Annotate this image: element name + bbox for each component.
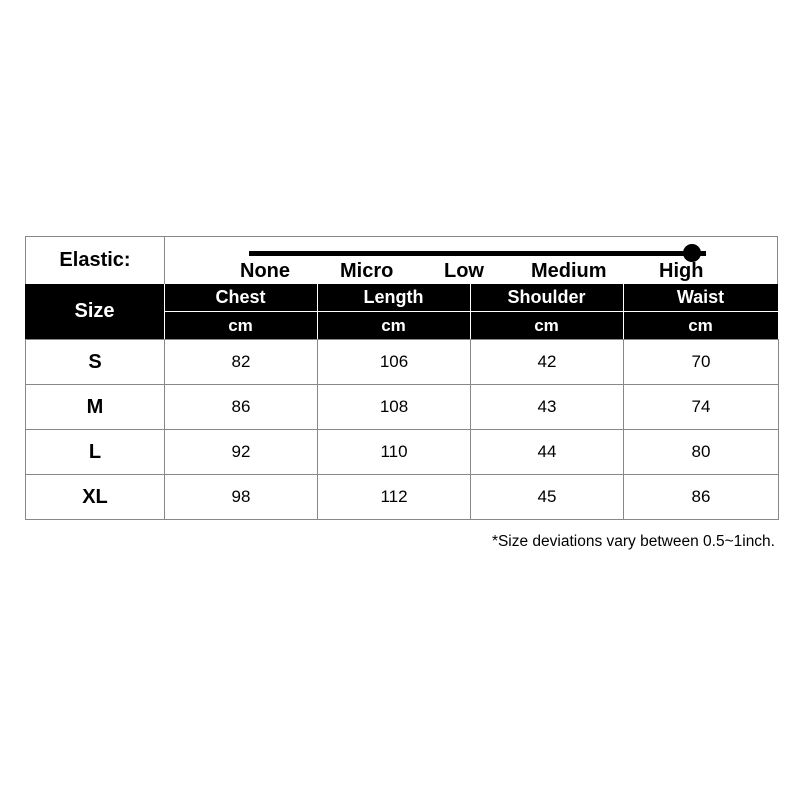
column-unit-waist: cm	[688, 315, 713, 335]
size-cell: S	[26, 340, 165, 385]
column-header-length: Length	[363, 287, 424, 307]
column-unit-length: cm	[381, 315, 406, 335]
length-cell: 106	[318, 340, 471, 385]
column-unit-shoulder: cm	[534, 315, 559, 335]
elastic-level-high: High	[659, 260, 704, 282]
column-header-shoulder: Shoulder	[507, 287, 586, 307]
chest-cell: 98	[165, 475, 318, 520]
length-cell: 108	[318, 385, 471, 430]
column-unit-chest: cm	[228, 315, 253, 335]
size-cell: L	[26, 430, 165, 475]
size-cell: M	[26, 385, 165, 430]
elastic-level-low: Low	[444, 260, 484, 282]
table-row	[26, 475, 779, 520]
length-cell: 110	[318, 430, 471, 475]
waist-cell: 70	[624, 340, 779, 385]
size-header: Size	[74, 300, 115, 322]
shoulder-cell: 43	[471, 385, 624, 430]
elastic-level-medium: Medium	[531, 260, 607, 282]
chest-cell: 92	[165, 430, 318, 475]
shoulder-cell: 42	[471, 340, 624, 385]
column-header-waist: Waist	[676, 287, 725, 307]
elastic-label: Elastic:	[26, 237, 165, 284]
chest-cell: 82	[165, 340, 318, 385]
elastic-level-micro: Micro	[340, 260, 394, 282]
table-row	[26, 340, 779, 385]
size-table-body	[25, 339, 779, 520]
shoulder-cell: 44	[471, 430, 624, 475]
table-header	[25, 284, 778, 339]
waist-cell: 80	[624, 430, 779, 475]
shoulder-cell: 45	[471, 475, 624, 520]
table-row	[26, 430, 779, 475]
column-header-chest: Chest	[215, 287, 266, 307]
size-cell: XL	[26, 475, 165, 520]
table-row	[26, 385, 779, 430]
length-cell: 112	[318, 475, 471, 520]
elastic-level-none: None	[240, 260, 290, 282]
waist-cell: 86	[624, 475, 779, 520]
elastic-row	[25, 236, 778, 284]
elastic-scale-bar	[249, 251, 706, 256]
size-chart	[25, 236, 778, 520]
waist-cell: 74	[624, 385, 779, 430]
chest-cell: 86	[165, 385, 318, 430]
size-deviation-note: *Size deviations vary between 0.5~1inch.	[491, 533, 775, 550]
